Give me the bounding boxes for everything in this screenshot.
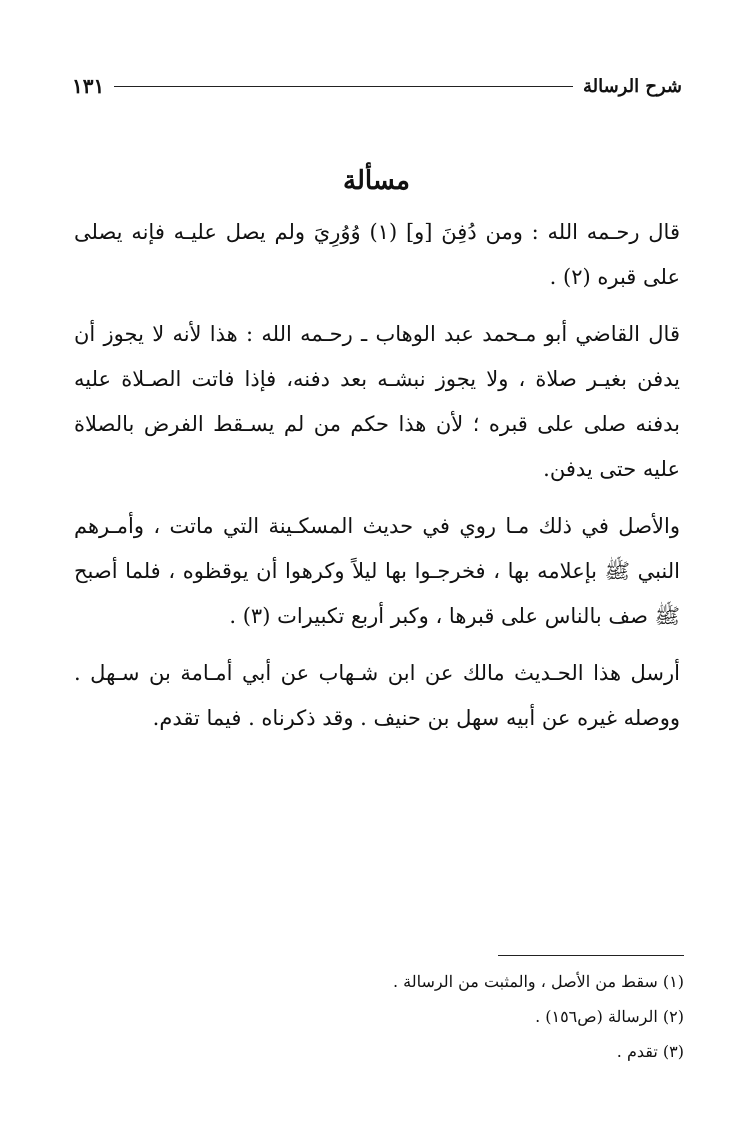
footnote: (١) سقط من الأصل ، والمثبت من الرسالة . <box>392 972 684 991</box>
paragraph: أرسل هذا الحـديث مالك عن ابن شـهاب عن أبي أمـامة بن سـهل . ووصله غيره عن أبيه سهل بن حنيف . وقد ذكرناه . فيما تقدم. <box>74 661 680 730</box>
footnote-separator <box>498 955 684 956</box>
page-number: ١٣١ <box>72 74 105 98</box>
section-heading: مسألة <box>343 166 410 196</box>
running-header <box>72 68 682 104</box>
footnotes <box>200 964 684 1069</box>
paragraph: والأصل في ذلك مـا روي في حديث المسكـينة التي ماتت ، وأمـرهم النبي ﷺ بإعلامه بها ، فخرجـوا بها ليلاً وكرهوا أن يوقظوه ، فلما أصبح ﷺ صف بالناس على قبرها ، وكبر أربع تكبيرات (٣) . <box>74 514 680 628</box>
main-text <box>74 210 680 753</box>
paragraph: قال رحـمه الله : ومن دُفِنَ [و] (١) وُوُرِيَ ولم يصل عليـه فإنه يصلى على قبره (٢) . <box>74 220 680 289</box>
footnote: (٢) الرسالة (ص١٥٦) . <box>535 1007 684 1026</box>
paragraph: قال القاضي أبو مـحمد عبد الوهاب ـ رحـمه الله : هذا لأنه لا يجوز أن يدفن بغيـر صلاة ، ولا يجوز نبشـه بعد دفنه، فإذا فاتت الصـلاة عليه بدفنه صلى على قبره ؛ لأن هذا حكم من لم يسـقط الفرض بالصلاة عليه حتى يدفن. <box>74 322 680 481</box>
header-rule <box>114 86 573 87</box>
footnote: (٣) تقدم . <box>616 1042 684 1061</box>
running-title: شرح الرسالة <box>582 75 682 97</box>
